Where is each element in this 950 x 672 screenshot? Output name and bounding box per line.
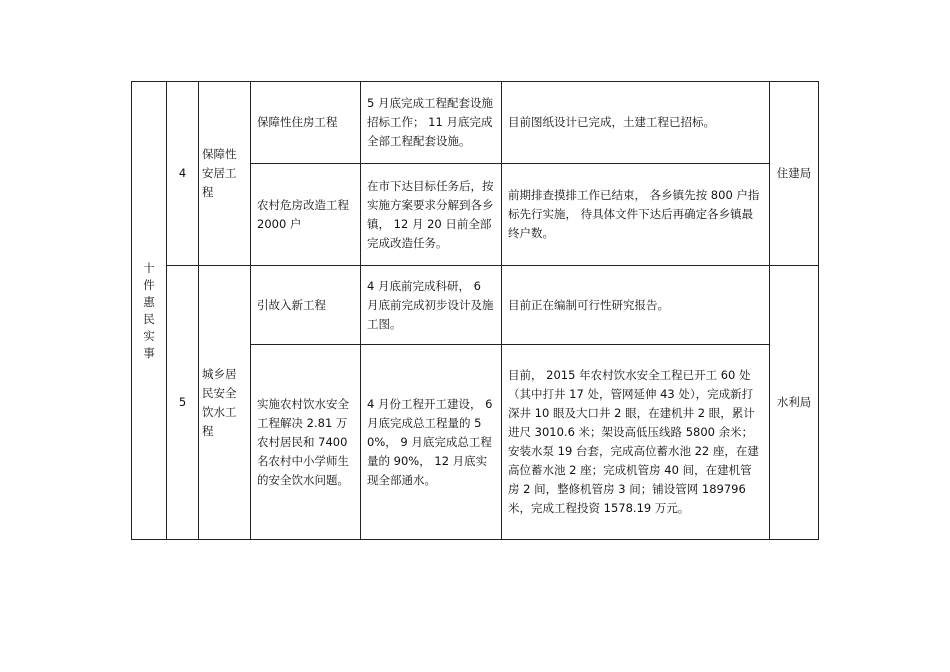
group-number: 4 — [167, 82, 199, 266]
target-text: 5 月底完成工程配套设施招标工作； 11 月底完成全部工程配套设施。 — [361, 82, 502, 164]
target-text: 4 月底前完成科研， 6 月底前完成初步设计及施工图。 — [361, 266, 502, 345]
project-name: 引故入新工程 — [251, 266, 361, 345]
progress-text: 目前， 2015 年农村饮水安全工程已开工 60 处（其中打井 17 处，管网延伸 43 处），完成新打深井 10 眼及大口井 2 眼，在建机井 2 眼，累计进尺 3010.6 米；架设高低压线路 5800 余米；安装水泵 19 台套，完成高位蓄水池 22 座，在建高位蓄水池 2 座；完成机管房 40 间，在建机管房 2 间，整修机管房 3 间；铺设管网 189796 米，完成工程投资 1578.19 万元。 — [502, 345, 770, 540]
category-char: 十 — [143, 260, 155, 275]
project-name: 农村危房改造工程 2000 户 — [251, 164, 361, 266]
category-char: 惠 — [143, 294, 155, 309]
group-name: 城乡居民安全饮水工程 — [199, 266, 251, 540]
category-cell — [132, 82, 167, 540]
category-char: 事 — [143, 345, 155, 360]
progress-text: 目前图纸设计已完成，土建工程已招标。 — [502, 82, 770, 164]
target-text: 在市下达目标任务后，按实施方案要求分解到各乡镇， 12 月 20 日前全部完成改造任务。 — [361, 164, 502, 266]
group-number: 5 — [167, 266, 199, 540]
target-text: 4 月份工程开工建设， 6 月底完成总工程量的 50%， 9 月底完成总工程量的 90%， 12 月底实现全部通水。 — [361, 345, 502, 540]
category-char: 件 — [143, 277, 155, 292]
progress-text: 目前正在编制可行性研究报告。 — [502, 266, 770, 345]
department: 住建局 — [770, 82, 819, 266]
category-char: 民 — [143, 311, 155, 326]
table-row — [132, 82, 819, 164]
project-name: 保障性住房工程 — [251, 82, 361, 164]
progress-text: 前期排查摸排工作已结束， 各乡镇先按 800 户指标先行实施， 待具体文件下达后再确定各乡镇最终户数。 — [502, 164, 770, 266]
category-char: 实 — [143, 328, 155, 343]
project-name: 实施农村饮水安全工程解决 2.81 万农村居民和 7400 名农村中小学师生的安全饮水问题。 — [251, 345, 361, 540]
project-progress-table — [131, 81, 819, 540]
department: 水利局 — [770, 266, 819, 540]
group-name: 保障性安居工程 — [199, 82, 251, 266]
table-row — [132, 266, 819, 345]
